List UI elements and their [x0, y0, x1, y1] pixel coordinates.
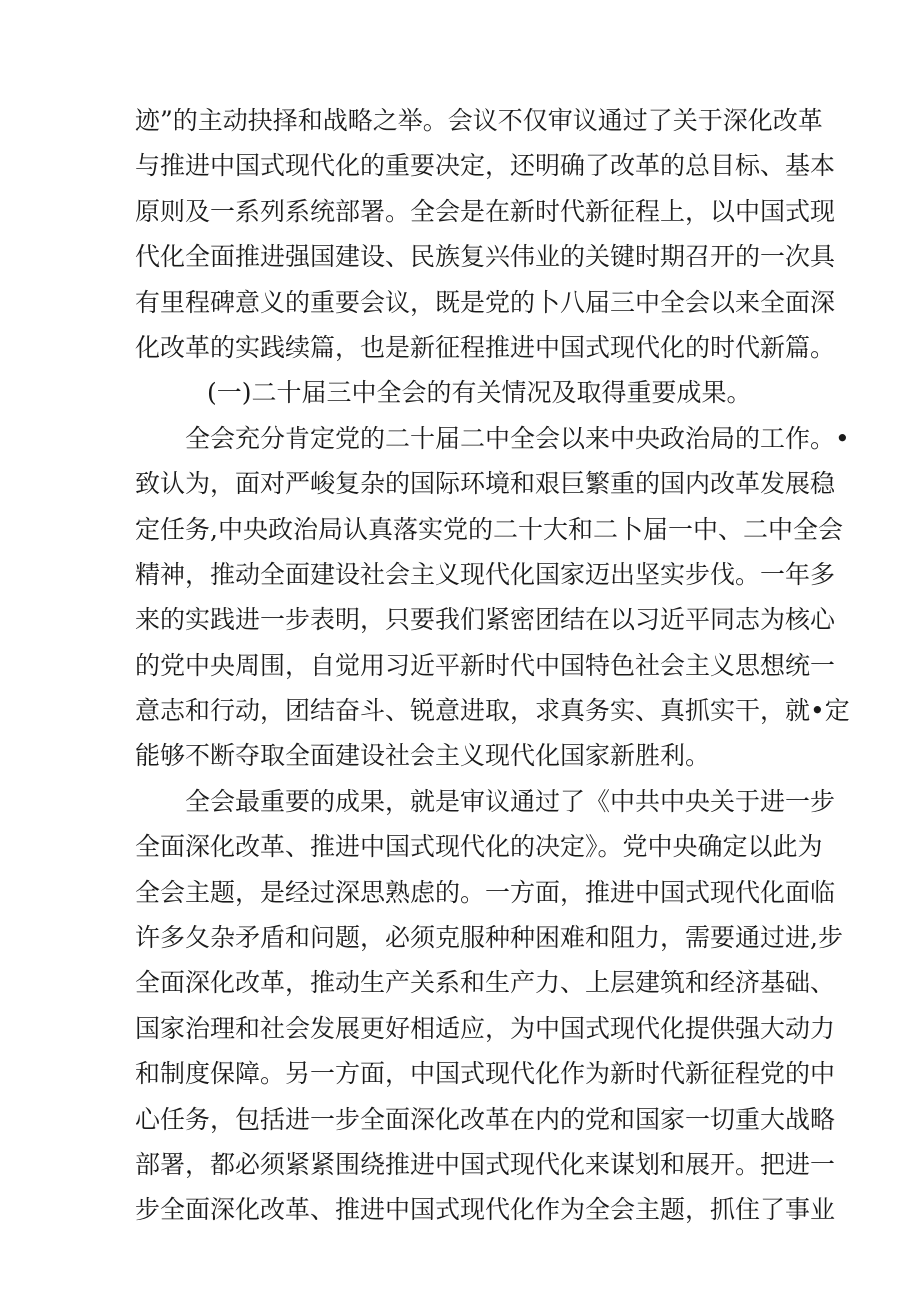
text-line: 与推进中国式现代化的重要决定，还明确了改革的总目标、基本: [135, 151, 836, 181]
text-line: 全面深化改革、推进中国式现代化的决定》。党中央确定以此为: [135, 832, 823, 862]
text-line: 有里程碑意义的重要会议，既是党的卜八届三中全会以来全面深: [135, 287, 836, 317]
text-line: 化改革的实践续篇，也是新征程推进中国式现代化的时代新篇。: [135, 332, 836, 362]
text-line: 精神，推动全面建设社会主义现代化国家迈出坚实步伐。一年多: [135, 559, 836, 589]
text-line: 全面深化改革，推动生产关系和生产力、上层建筑和经济基础、: [135, 968, 836, 998]
paragraph-plenary-affirmation: [135, 416, 850, 779]
text-line: 和制度保障。另一方面，中国式现代化作为新时代新征程党的中: [135, 1059, 836, 1089]
text-line: 迹”的主动抉择和战略之举。会议不仅审议通过了关于深化改革: [135, 106, 823, 135]
text-line: 的党中央周围，自觉用习近平新时代中国特色社会主义思想统一: [135, 650, 836, 680]
section-heading: [135, 370, 795, 415]
text-line: 全会充分肯定党的二十届二中全会以来中央政治局的工作。•: [185, 423, 850, 453]
text-line: 步全面深化改革、推进中国式现代化作为全会主题，抓住了事业: [135, 1195, 836, 1225]
paragraph-plenary-outcome: [135, 779, 843, 1233]
text-line: 致认为，面对严峻复杂的国际环境和艰巨繁重的国内改革发展稳: [135, 469, 836, 499]
text-line: 全会最重要的成果，就是审议通过了《中共中央关于进一步: [185, 786, 836, 816]
text-line: 意志和行动，团结奋斗、锐意进取，求真务实、真抓实干，就•定: [135, 696, 850, 726]
text-line: 能够不断夺取全面建设社会主义现代化国家新胜利。: [135, 741, 711, 771]
text-line: 代化全面推进强国建设、民族复兴伟业的关键时期召开的一次具: [135, 242, 836, 272]
text-line: 许多夂杂矛盾和问题，必须克服种种困难和阻力，需要通过进,步: [135, 923, 843, 953]
text-line: 心任务，包括进一步全面深化改革在内的党和国家一切重大战略: [135, 1104, 836, 1134]
paragraph-intro: [135, 98, 836, 370]
text-line: 国家治理和社会发展更好相适应，为中国式现代化提供强大动力: [135, 1013, 836, 1043]
document-body: [135, 98, 850, 1233]
text-line: 定任务,中央政治局认真落实党的二十大和二卜届一中、二中全会: [135, 514, 843, 544]
text-line: 部署，都必须紧紧围绕推进中国式现代化来谋划和展开。把进一: [135, 1149, 836, 1179]
section-heading-text: (一)二十届三中全会的有关情况及取得重要成果。: [207, 378, 752, 408]
text-line: 全会主题，是经过深思熟虑的。一方面，推进中国式现代化面临: [135, 877, 836, 907]
text-line: 来的实践进一步表明，只要我们紧密团结在以习近平同志为核心: [135, 605, 836, 635]
text-line: 原则及一系列系统部署。全会是在新时代新征程上，以中国式现: [135, 196, 836, 226]
